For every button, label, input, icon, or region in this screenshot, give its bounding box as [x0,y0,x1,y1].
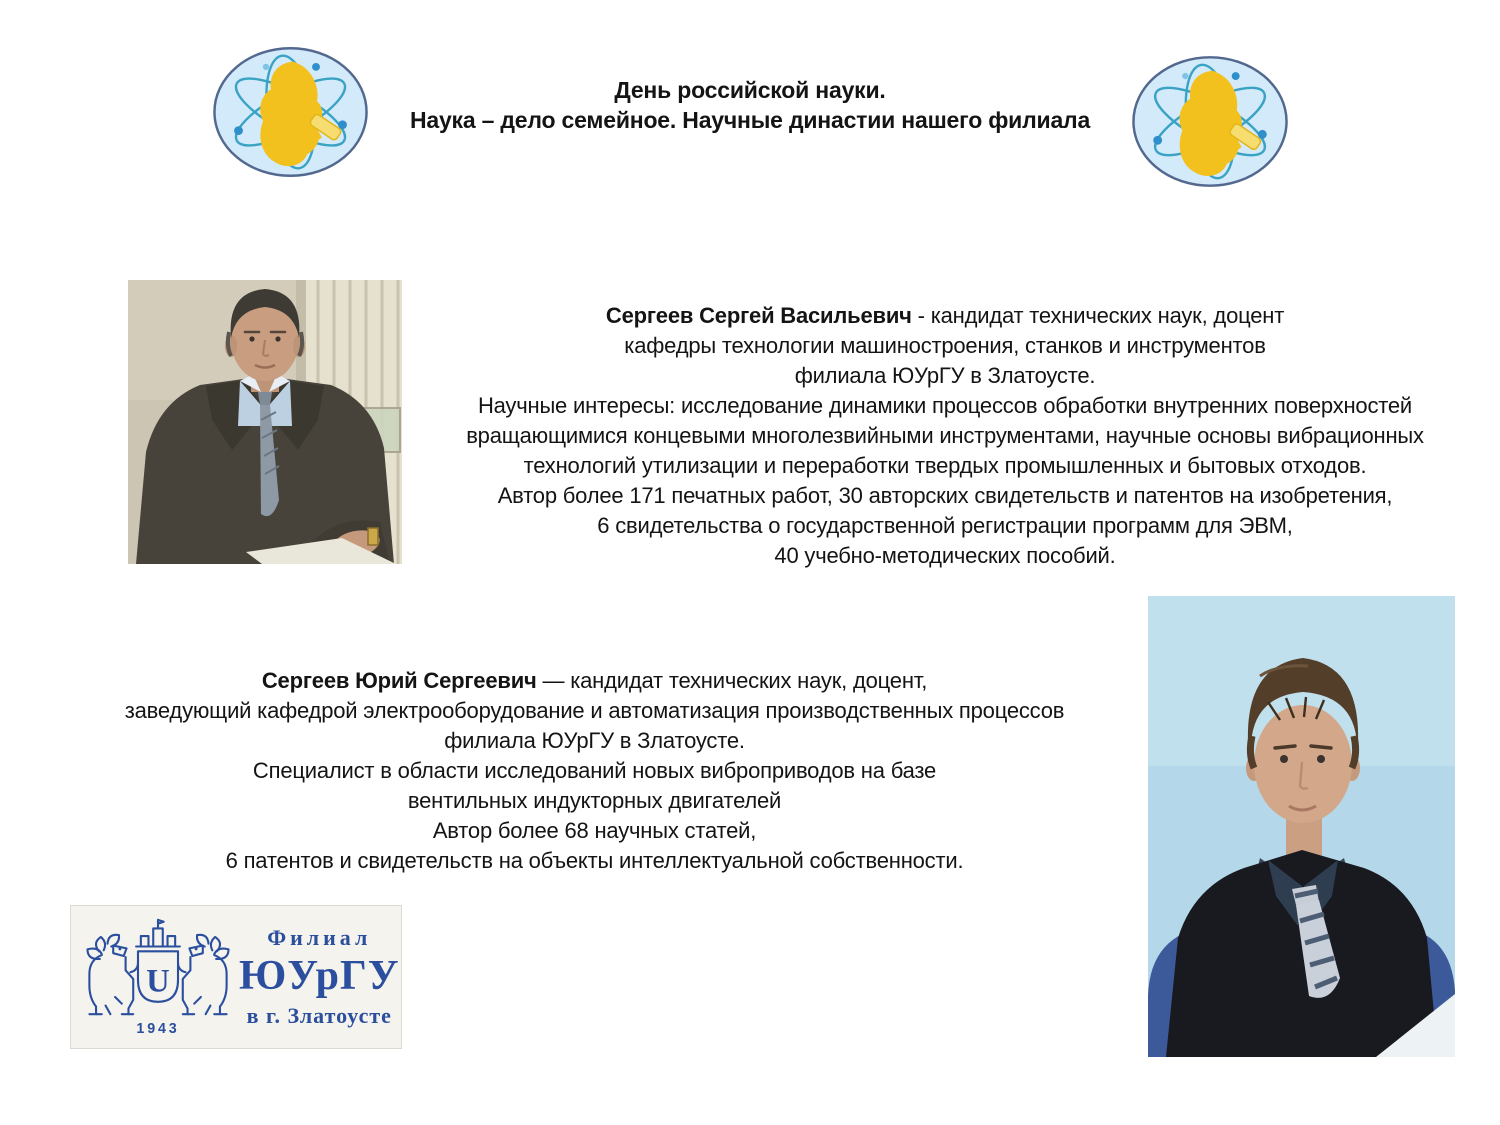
branch-label: Филиал [267,925,372,950]
science-day-emblem-left-icon [212,46,369,178]
university-abbreviation: ЮУрГУ [239,953,400,999]
text-line: заведующий кафедрой электрооборудование и автоматизация производственных процессов [124,698,1065,723]
science-day-emblem-right-icon [1131,55,1289,188]
title-line-1: День российской науки. [614,77,886,103]
portrait-junior-icon [1148,596,1455,1057]
text-line: Автор более 68 научных статей, [432,818,757,843]
atom-emblem-icon [1131,55,1289,188]
text-line: вентильных индукторных двигателей [407,788,782,813]
crest-letter: U [146,963,170,1000]
title-line-2: Наука – дело семейное. Научные династии нашего филиала [409,107,1091,133]
person1-bio [385,301,1500,571]
text-line: Автор более 171 печатных работ, 30 авторских свидетельств и патентов на изобретения, [497,483,1393,508]
susu-crest-icon [77,914,239,1040]
crest-lion-left [87,935,138,1014]
photo-sergeev-yuriy [1148,596,1455,1057]
crest-lion-right [178,935,229,1014]
person2-bio [42,666,1147,876]
text-line: филиала ЮУрГУ в Златоусте. [794,363,1096,388]
text-line: кафедры технологии машиностроения, станков и инструментов [624,333,1266,358]
person1-degree: - кандидат технических наук, доцент [911,303,1285,328]
person1-name: Сергеев Сергей Васильевич [605,303,912,328]
text-line: Научные интересы: исследование динамики процессов обработки внутренних поверхностей [477,393,1413,418]
text-line: филиала ЮУрГУ в Златоусте. [444,728,745,753]
branch-logo-text [239,925,406,1029]
person2-degree: — кандидат технических наук, доцент, [536,668,928,693]
person2-name: Сергеев Юрий Сергеевич [261,668,537,693]
person1-heading [385,301,1500,331]
text-line: 6 свидетельства о государственной регистрации программ для ЭВМ, [597,513,1293,538]
atom-emblem-icon [212,46,369,178]
crest-year: 1943 [136,1021,180,1038]
text-line: Специалист в области исследований новых виброприводов на базе [252,758,937,783]
text-line: технологий утилизации и переработки твердых промышленных и бытовых отходов. [523,453,1367,478]
portrait-senior-icon [128,280,402,564]
person2-heading [42,666,1147,696]
photo-sergeev-sergey [128,280,402,564]
crest-building [136,920,180,947]
text-line: 6 патентов и свидетельств на объекты интеллектуальной собственности. [225,848,964,873]
text-line: вращающимися концевыми многолезвийными инструментами, научные основы вибрационных [466,423,1424,448]
susu-branch-logo [70,905,402,1049]
branch-city: в г. Златоусте [246,1003,392,1028]
text-line: 40 учебно-методических пособий. [774,543,1116,568]
page-title [375,75,1125,135]
